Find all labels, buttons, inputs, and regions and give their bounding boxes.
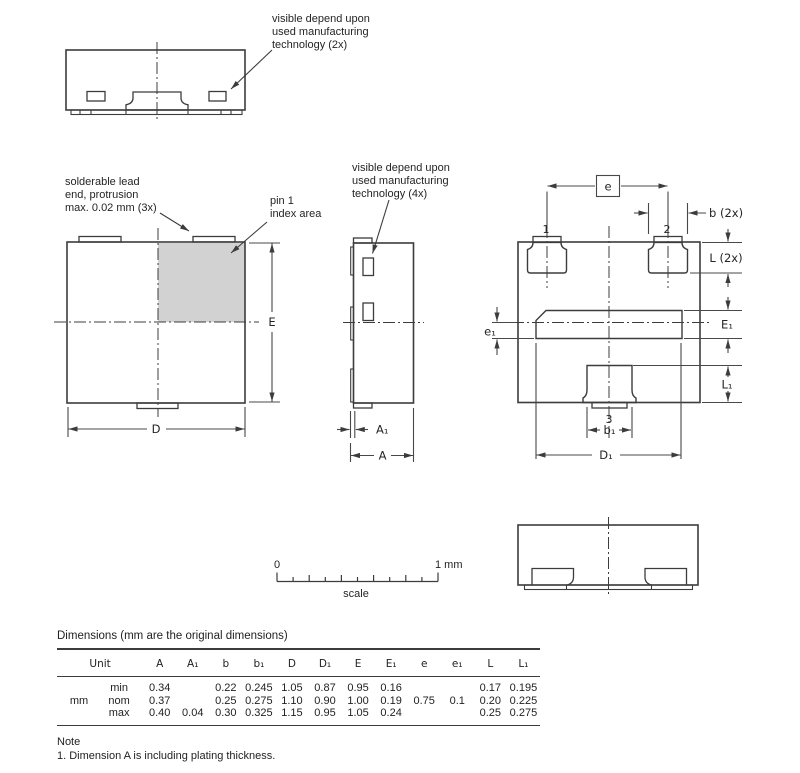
pin1-index-area: [158, 243, 245, 322]
dim-E1: [684, 297, 742, 353]
lead-end-top-left: [79, 237, 121, 243]
cell: 0.40: [148, 707, 171, 719]
pin-label-2: 2: [663, 223, 671, 236]
annotation-visible-4x: [352, 162, 450, 254]
col-header-E1: E₁: [375, 649, 408, 677]
table-row-min: [57, 677, 540, 695]
note-item: 1. Dimension A is including plating thickness.: [57, 750, 276, 762]
cell: 0.34: [148, 682, 171, 694]
col-header-A: A: [143, 649, 176, 677]
annotation-visible-2x: [231, 13, 370, 89]
cell: 1.05: [347, 707, 369, 719]
leader-arrow: [231, 222, 267, 253]
lead-right: [645, 569, 687, 586]
cell: 1.10: [281, 694, 303, 707]
annotation-text: pin 1: [270, 195, 294, 207]
cell: [408, 707, 441, 725]
annotation-text: visible depend upon: [272, 13, 370, 25]
dim-label-E: E: [268, 315, 276, 329]
table-row-max: [57, 707, 540, 725]
lead-protrusions: [351, 247, 354, 402]
dim-label-D: D: [151, 422, 161, 436]
dimensions-table-title: Dimensions (mm are the original dimensions): [57, 630, 288, 642]
dim-label-E1: E₁: [721, 317, 733, 332]
row-label: max: [108, 707, 130, 719]
annotation-text: solderable lead: [65, 176, 140, 188]
cell: 0.275: [509, 707, 538, 719]
cell: 0.245: [245, 682, 273, 694]
annotation-text: max. 0.02 mm (3x): [65, 202, 157, 214]
cell: 0.19: [380, 694, 402, 707]
dimensions-table-block: [57, 630, 540, 726]
col-header-unit: Unit: [57, 649, 143, 677]
cell: [176, 695, 209, 708]
cell: 0.90: [314, 694, 336, 707]
col-header-E: E: [342, 649, 375, 677]
row-label: min: [110, 682, 128, 694]
cell: 1.05: [281, 682, 303, 694]
col-header-e: e: [408, 649, 441, 677]
view-side-top: [66, 42, 245, 122]
pin-label-1: 1: [542, 223, 550, 236]
annotation-text: technology (4x): [352, 188, 428, 200]
cell: 0.95: [347, 682, 369, 694]
cell: 0.95: [314, 707, 336, 719]
lead-end-top-right: [193, 237, 235, 243]
col-header-D: D: [275, 649, 308, 677]
cell: 0.16: [380, 682, 402, 694]
dim-label-A1: A₁: [376, 422, 389, 437]
dim-e1: [492, 307, 534, 355]
cell: 0.30: [215, 707, 237, 719]
annotation-text: visible depend upon: [352, 162, 450, 174]
cell: 0.17: [479, 682, 502, 694]
leader-arrow: [160, 213, 189, 231]
annotation-text: used manufacturing: [352, 175, 449, 187]
table-header-row: [57, 649, 540, 677]
col-header-b: b: [209, 649, 242, 677]
dim-label-A: A: [378, 448, 387, 463]
col-header-e1: e₁: [441, 649, 474, 677]
col-header-L: L: [474, 649, 507, 677]
pin-label-3: 3: [605, 413, 613, 426]
annotation-solderable-lead: [65, 176, 189, 231]
col-header-b1: b₁: [242, 649, 275, 677]
annotation-text: index area: [270, 208, 322, 220]
annotation-text: used manufacturing: [272, 26, 369, 38]
dim-label-L-2x: L (2x): [709, 251, 743, 265]
cell: 0.275: [245, 694, 273, 707]
visible-mark-middle: [363, 303, 374, 321]
dim-label-b-2x: b (2x): [709, 206, 744, 220]
dim-label-L1: L₁: [721, 377, 733, 392]
cell: 0.225: [509, 694, 538, 707]
cell: 1.00: [347, 694, 369, 707]
cell: 1.15: [281, 707, 303, 719]
dim-label-D1: D₁: [599, 448, 613, 462]
table-row-nom: [57, 695, 540, 708]
cell: 0.22: [215, 682, 237, 694]
cell: 0.1: [449, 694, 465, 707]
visible-mark-left: [87, 92, 105, 102]
dimensions-table: [57, 648, 540, 726]
annotation-text: technology (2x): [272, 39, 348, 51]
unit-cell: [57, 707, 101, 725]
scale-ruler: [277, 573, 438, 582]
cell: 0.87: [314, 682, 336, 694]
col-header-A1: A₁: [176, 649, 209, 677]
unit-cell: mm: [69, 694, 89, 707]
cell: 0.25: [479, 707, 502, 719]
view-side-bottom: [518, 517, 698, 595]
cell: [441, 677, 474, 695]
dim-label-e1: e₁: [484, 324, 496, 339]
row-label: nom: [108, 694, 130, 707]
cell: 0.195: [509, 682, 538, 694]
scale-label: scale: [343, 588, 369, 600]
cell: 0.24: [380, 707, 402, 719]
dim-A1: [337, 411, 368, 438]
annotation-text: end, protrusion: [65, 189, 139, 201]
view-side-profile: [343, 238, 424, 408]
leader-arrow: [231, 50, 272, 89]
cell: 0.20: [479, 694, 502, 707]
scale-max-label: 1 mm: [435, 559, 463, 571]
note-block: [57, 735, 275, 763]
scale-bar: [274, 559, 463, 600]
leader-arrow: [373, 200, 390, 254]
dim-label-b1: b₁: [603, 423, 616, 437]
scale-zero-label: 0: [273, 559, 281, 571]
cell: 0.37: [148, 694, 171, 707]
note-heading: Note: [57, 736, 81, 748]
cell: 0.75: [413, 694, 435, 707]
cell: 0.325: [245, 707, 273, 719]
cell: [441, 707, 474, 725]
cell: 0.25: [215, 694, 237, 707]
cell: 0.04: [182, 707, 204, 719]
view-bottom: [484, 176, 743, 463]
view-top-plan: [54, 228, 280, 437]
unit-cell: [57, 677, 101, 695]
cell: [176, 677, 209, 695]
col-header-D1: D₁: [308, 649, 341, 677]
dim-label-e: e: [604, 179, 612, 194]
lead-left: [532, 569, 574, 586]
visible-mark-right: [209, 92, 226, 102]
visible-mark-top: [363, 258, 374, 276]
col-header-L1: L₁: [507, 649, 540, 677]
cell: [408, 677, 441, 695]
